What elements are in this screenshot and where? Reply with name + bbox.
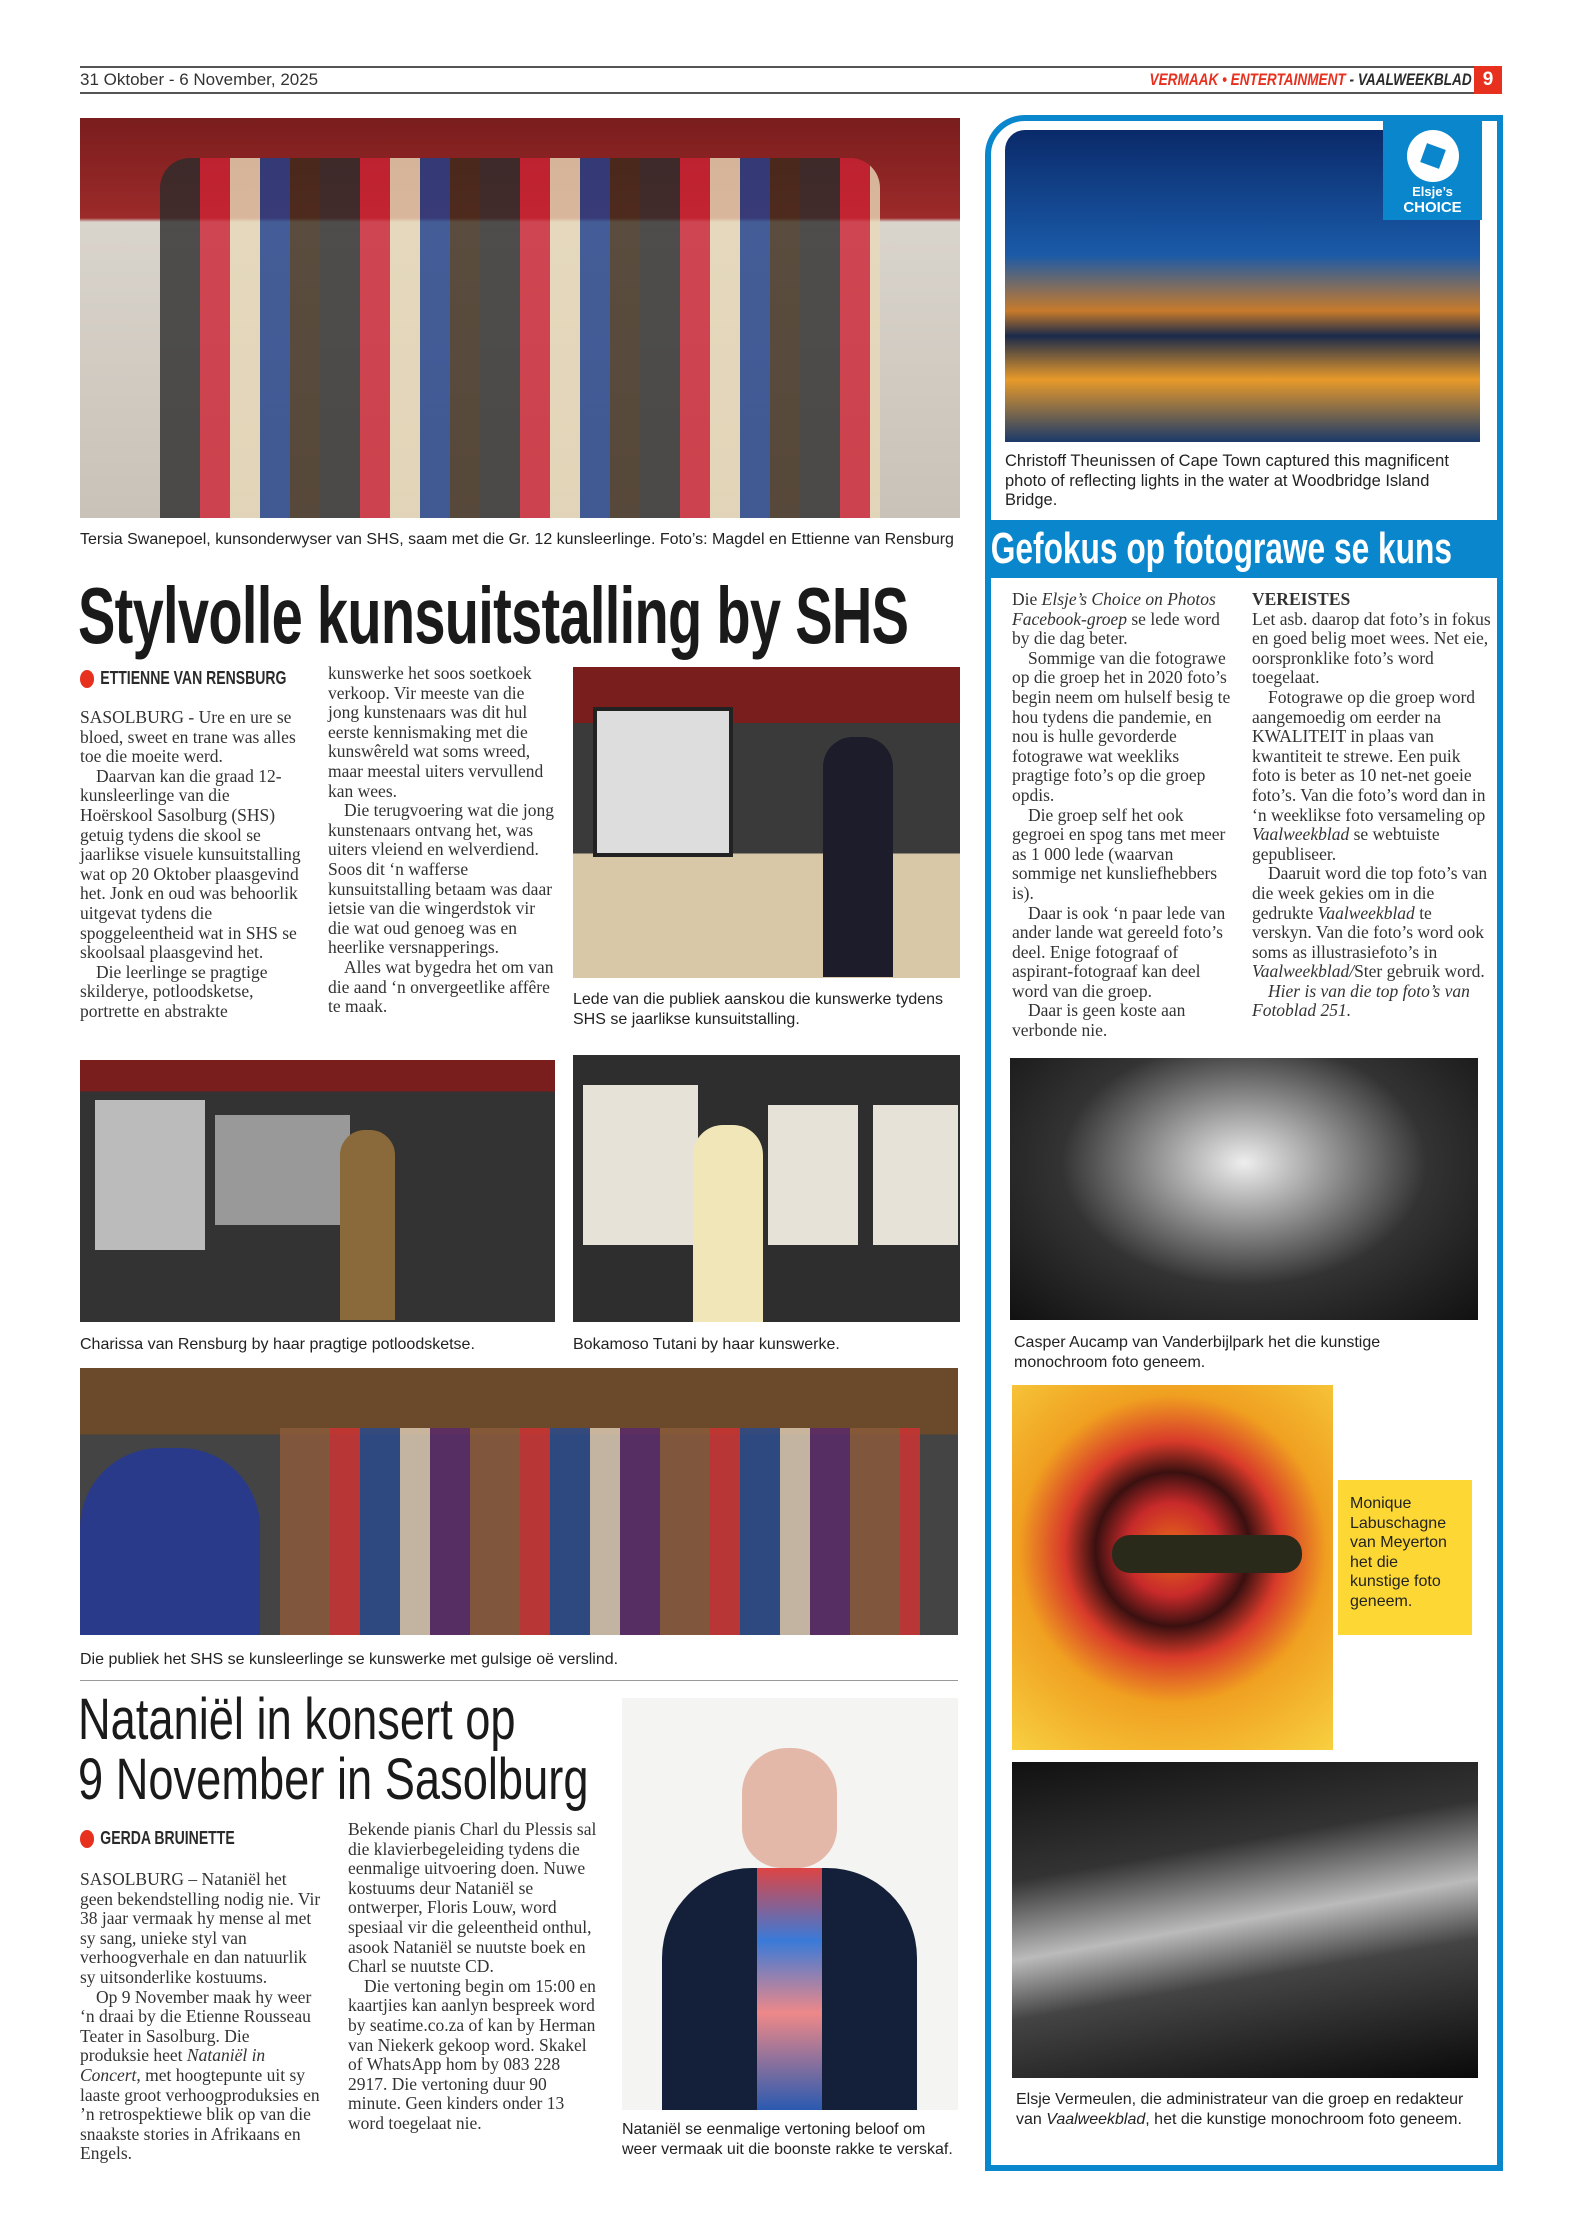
text: Let asb. daarop dat foto’s in fokus en goed belig moet wees. Net eie, oorspronklike foto’s word toegelaat. [1252, 608, 1491, 688]
italic-text: Hier is van die top foto’s van Fotoblad 251. [1252, 980, 1470, 1021]
paragraph [1012, 649, 1240, 806]
paragraph [348, 1977, 603, 2134]
section-label [1150, 70, 1472, 90]
article2-headline [78, 1687, 589, 1812]
page-number: 9 [1474, 66, 1502, 94]
paragraph [80, 708, 302, 767]
text: Op 9 November maak hy weer ‘n draai by die Etienne Rousseau Teater in Sasolburg. Die produksie heet [80, 1986, 312, 2066]
issue-date: 31 Oktober - 6 November, 2025 [80, 70, 319, 89]
text: Die groep self het ook gegroei en spog tans met meer as 1 000 lede (waarvan sommige net kunsliefhebbers is). [1012, 804, 1226, 903]
section-vermaak: VERMAAK [1149, 70, 1219, 89]
paragraph [348, 1820, 603, 1977]
photo-monochrome-sky [1012, 1762, 1478, 2078]
text: se lede word by die dag beter. [1012, 608, 1220, 649]
headline-line-1: Nataniël in konsert op [78, 1687, 516, 1752]
photo-crowd [80, 1368, 958, 1635]
caption-italic: Vaalweekblad [1046, 2110, 1146, 2128]
caption-crowd: Die publiek het SHS se kunsleerlinge se kunswerke met gulsige oë verslind. [80, 1651, 619, 1668]
text: SASOLBURG - Ure en ure se bloed, sweet en trane was alles toe die moeite werd. [80, 707, 296, 767]
elsjes-choice-logo [1383, 120, 1482, 220]
text: Fotograwe op die groep word aangemoedig om eerder na KWALITEIT in plaas van kwantiteit te strewe. Een puik foto is beter as 10 net-net goeie foto’s. Van die foto’s word dan in ‘n weeklikse foto versameling op [1252, 686, 1486, 825]
photo-public-viewing [573, 667, 960, 978]
paragraph [80, 1870, 322, 1988]
headline-line-2: 9 November in Sasolburg [78, 1747, 589, 1812]
photo-students-group [80, 118, 960, 518]
requirements-heading: VEREISTES [1252, 589, 1351, 609]
text: SASOLBURG – Nataniël het geen bekendstelling nodig nie. Vir 38 jaar vermaak hy mense al met sy sang, unieke styl van verhoogverhale en dan natuurlik sy uitsonderlike kostuums. [80, 1869, 321, 1987]
text: Alles wat bygedra het om van die aand ‘n onvergeetlike affêre te maak. [328, 956, 554, 1017]
text: kunswerke het soos soetkoek verkoop. Vir meeste van die jong kunstenaars was dit hul eerste kennismaking met die kunswêreld wat soms wreed, maar meestal uiters vervullend kan wees. [328, 663, 544, 801]
text: te verskyn. Van die foto’s word ook soms as illustrasiefoto’s in [1252, 902, 1485, 962]
article1-col2 [328, 664, 558, 1017]
header-bottom-rule [80, 92, 1500, 94]
text: Daar is ook ‘n paar lede van ander lande wat gereeld foto’s deel. Enige fotograaf of aspirant-fotograaf kan deel word van die groep. [1012, 902, 1226, 1001]
caption-text: Elsje Vermeulen, die administrateur van die groep en redakteur van [1016, 2091, 1464, 2128]
italic-text: Elsje’s Choice on Photos Facebook-groep [1012, 589, 1216, 629]
article1-headline: Stylvolle kunsuitstalling by SHS [78, 571, 909, 660]
paragraph [328, 801, 558, 958]
photo-bokamoso [573, 1055, 960, 1322]
logo-line-2: CHOICE [1403, 199, 1462, 216]
text: Die vertoning begin om 15:00 en kaartjies kan aanlyn bespreek word by seatime.co.za of kan by Herman van Niekerk gekoop word. Skakel of WhatsApp hom by 083 228 2917. Die vertoning duur 90 minute. Geen kinders onder 13 word toegelaat nie. [348, 1975, 596, 2133]
text: Bekende pianis Charl du Plessis sal die klavierbegeleiding tydens die eenmalige uitvoering doen. Nuwe kostuums deur Nataniël se ontwerper, Floris Louw, word spesiaal vir die geleentheid onthul, asook Nataniël se nuutste boek en Charl se nuutste CD. [348, 1819, 597, 1977]
article2-byline [80, 1828, 235, 1849]
paragraph [1012, 590, 1240, 649]
section-bullet: • [1222, 70, 1228, 89]
byline-author: ETTIENNE VAN RENSBURG [100, 668, 287, 688]
text: Ster gebruik word. [1354, 961, 1485, 982]
italic-text: Vaalweekblad [1317, 902, 1415, 923]
text: Sommige van die fotograwe op die groep het in 2020 foto’s begin neem om hulself besig te hou tydens die pandemie, en nou is hulle gevorderde fotograwe wat weekliks pragtige foto’s op die groep opdis. [1012, 647, 1231, 805]
photo-monochrome-flower [1010, 1058, 1478, 1320]
section-dash: - [1349, 70, 1355, 89]
article2-col1 [80, 1870, 322, 2164]
article2-col2 [348, 1820, 603, 2134]
article1-byline [80, 668, 286, 689]
text: Daaruit word die top foto’s van die week gekies om in die gedrukte [1252, 863, 1488, 923]
caption-nataniel: Nataniël se eenmalige vertoning beloof om weer vermaak uit die boonste rakke te verskaf. [622, 2121, 953, 2158]
italic-text: Vaalweekblad/ [1252, 961, 1355, 982]
text: Die terugvoering wat die jong kunstenaars ontvang het, was uiters vleiend en welverdiend. Soos dit ‘n wafferse kunsuitstalling betaam was daar ietsie van die wingerdstok vir die wat oud genoeg was en heerlike versnapperings. [328, 800, 554, 958]
caption-text: , het die kunstige monochroom foto geneem. [1145, 2110, 1462, 2128]
paragraph [1252, 688, 1492, 864]
text: Daar is geen koste aan verbonde nie. [1012, 1000, 1186, 1041]
article-divider [80, 1680, 958, 1681]
article1-col1 [80, 708, 302, 1022]
paragraph [328, 958, 558, 1017]
caption-bokamoso: Bokamoso Tutani by haar kunswerke. [573, 1336, 840, 1353]
italic-text: Nataniël in Concert [80, 2045, 266, 2085]
paragraph [1012, 806, 1240, 904]
feature-col1 [1012, 590, 1240, 1041]
logo-line-1: Elsje’s [1412, 184, 1453, 199]
paragraph [80, 1988, 322, 2164]
photo-nataniel [622, 1698, 958, 2110]
paragraph [1012, 904, 1240, 1002]
byline-dot-icon [80, 1830, 94, 1848]
paragraph [1252, 610, 1492, 688]
paragraph [328, 664, 558, 801]
section-entertainment: ENTERTAINMENT [1230, 70, 1347, 89]
paragraph [80, 963, 302, 1022]
italic-text: Vaalweekblad [1252, 824, 1350, 845]
requirements-text [1252, 610, 1492, 1021]
caption-public-viewing: Lede van die publiek aanskou die kunswerke tydens SHS se jaarlikse kunsuitstalling. [573, 991, 944, 1028]
caption-charissa: Charissa van Rensburg by haar pragtige potloodsketse. [80, 1336, 475, 1353]
paper-name: VAALWEEKBLAD [1358, 70, 1472, 89]
feature-col2 [1252, 590, 1492, 1021]
caption-woodbridge: Christoff Theunissen of Cape Town captured this magnificent photo of reflecting lights in the water at Woodbridge Island Bridge. [1005, 452, 1449, 509]
text: Daarvan kan die graad 12-kunsleerlinge van die Hoërskool Sasolburg (SHS) getuig tydens die skool se jaarlikse visuele kunsuitstalling wat op 20 Oktober plaasgevind het. Jonk en oud was behoorlik uitgevat tydens die spoggeleentheid wat in SHS se skoolsaal plaasgevind het. [80, 765, 301, 963]
text: Die [1012, 589, 1042, 609]
caption-students-group: Tersia Swanepoel, kunsonderwyser van SHS, saam met die Gr. 12 kunsleerlinge. Foto’s: Magdel en Ettienne van Rensburg [80, 531, 954, 548]
photo-color-macro [1012, 1385, 1333, 1750]
text: se webtuiste gepubliseer. [1252, 824, 1440, 864]
photo-charissa [80, 1060, 555, 1322]
feature-banner [985, 520, 1503, 578]
caption-monochrome-sky [1016, 2090, 1476, 2129]
byline-author: GERDA BRUINETTE [100, 1828, 235, 1848]
caption-color-macro: Monique Labuschagne van Meyerton het die kunstige foto geneem. [1338, 1480, 1472, 1635]
paragraph [80, 767, 302, 963]
text: , met hoogtepunte uit sy laaste groot verhoogproduksies en ’n retrospektiewe blik op van die snaakste stories in Afrikaans en Engels. [80, 2064, 320, 2164]
caption-monochrome-flower: Casper Aucamp van Vanderbijlpark het die kunstige monochroom foto geneem. [1014, 1334, 1381, 1371]
paragraph [1252, 982, 1492, 1021]
paragraph [1012, 1001, 1240, 1040]
paragraph [1252, 864, 1492, 982]
banner-title: Gefokus op fotograwe se kuns [990, 524, 1452, 573]
camera-aperture-icon [1407, 130, 1459, 182]
byline-dot-icon [80, 670, 94, 688]
header-top-rule [80, 66, 1500, 68]
text: Die leerlinge se pragtige skilderye, potloodsketse, portrette en abstrakte [80, 961, 268, 1021]
